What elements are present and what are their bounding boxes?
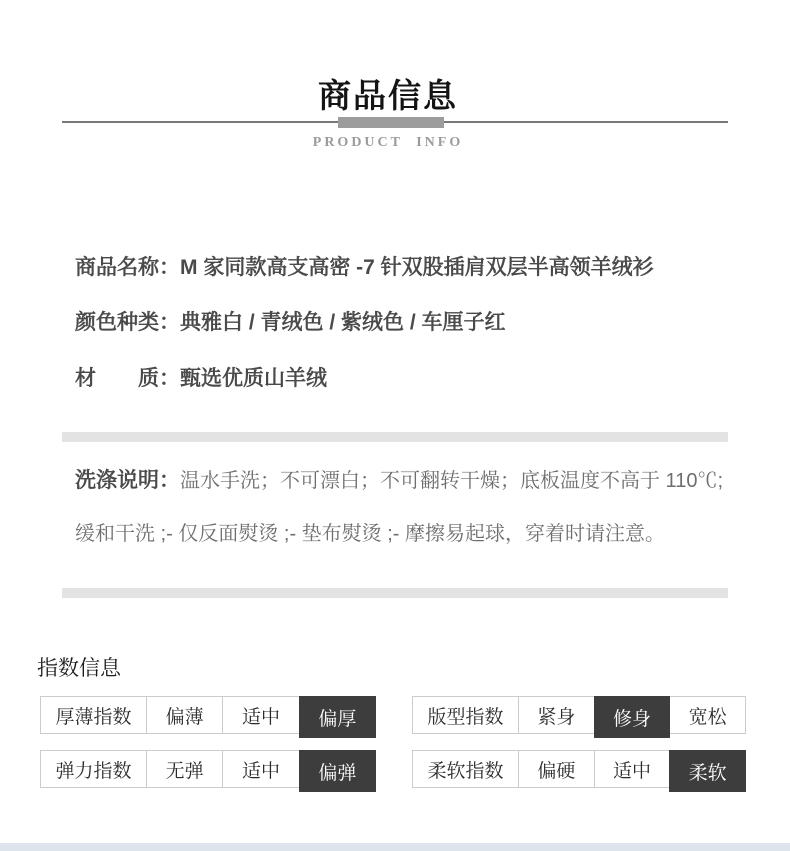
page-subtitle: PRODUCT INFO (312, 135, 464, 150)
section-divider-bar (62, 588, 728, 598)
elasticity-selected-value: 偏弹 (299, 750, 376, 792)
index-table-fit (412, 696, 746, 734)
wash-instructions-line2: 缓和干洗 ;- 仅反面熨烫 ;- 垫布熨烫 ;- 摩擦易起球，穿着时请注意。 (75, 523, 665, 545)
fit-label-cell: 版型指数 (427, 706, 504, 728)
softness-option-cell: 偏硬 (518, 751, 594, 787)
wash-instructions-label: 洗涤说明： (75, 469, 180, 492)
thickness-selected-value: 偏厚 (299, 696, 376, 738)
softness-selected-value: 柔软 (669, 750, 746, 792)
section-divider-bar (62, 432, 728, 442)
material-value: 甄选优质山羊绒 (180, 367, 327, 390)
index-table-softness (412, 750, 746, 788)
color-variants-value: 典雅白 / 青绒色 / 紫绒色 / 车厘子红 (180, 311, 506, 334)
wash-instructions-text1: 温水手洗；不可漂白；不可翻转干燥；底板温度不高于 110℃; (180, 470, 723, 492)
fit-option-cell: 宽松 (669, 697, 745, 733)
elasticity-label-cell: 弹力指数 (55, 760, 132, 782)
index-info-heading: 指数信息 (37, 657, 121, 680)
material-line (75, 367, 327, 391)
fit-selected-value: 修身 (594, 696, 671, 738)
softness-option-cell: 适中 (594, 751, 670, 787)
bottom-strip (0, 843, 790, 851)
elasticity-option-cell: 无弹 (146, 751, 222, 787)
thickness-label-cell: 厚薄指数 (55, 706, 132, 728)
wash-instructions-line1 (75, 468, 723, 494)
thickness-option-cell: 适中 (222, 697, 298, 733)
softness-label-cell: 柔软指数 (427, 760, 504, 782)
product-name-line (75, 256, 654, 280)
product-name-label: 商品名称： (75, 256, 180, 279)
page-title: 商品信息 (318, 77, 458, 114)
divider-center-block (338, 117, 444, 128)
elasticity-option-cell: 适中 (222, 751, 298, 787)
thickness-selected-cell (299, 697, 375, 733)
fit-option-cell: 紧身 (518, 697, 594, 733)
color-variants-line (75, 311, 506, 335)
elasticity-selected-cell (299, 751, 375, 787)
index-table-elasticity (40, 750, 376, 788)
thickness-option-cell: 偏薄 (146, 697, 222, 733)
softness-selected-cell (669, 751, 745, 787)
product-name-value: M 家同款高支高密 -7 针双股插肩双层半高领羊绒衫 (180, 256, 654, 279)
title-divider (62, 117, 728, 128)
fit-selected-cell (594, 697, 670, 733)
color-variants-label: 颜色种类： (75, 311, 180, 334)
material-label: 材 质： (75, 367, 180, 390)
index-table-thickness (40, 696, 376, 734)
